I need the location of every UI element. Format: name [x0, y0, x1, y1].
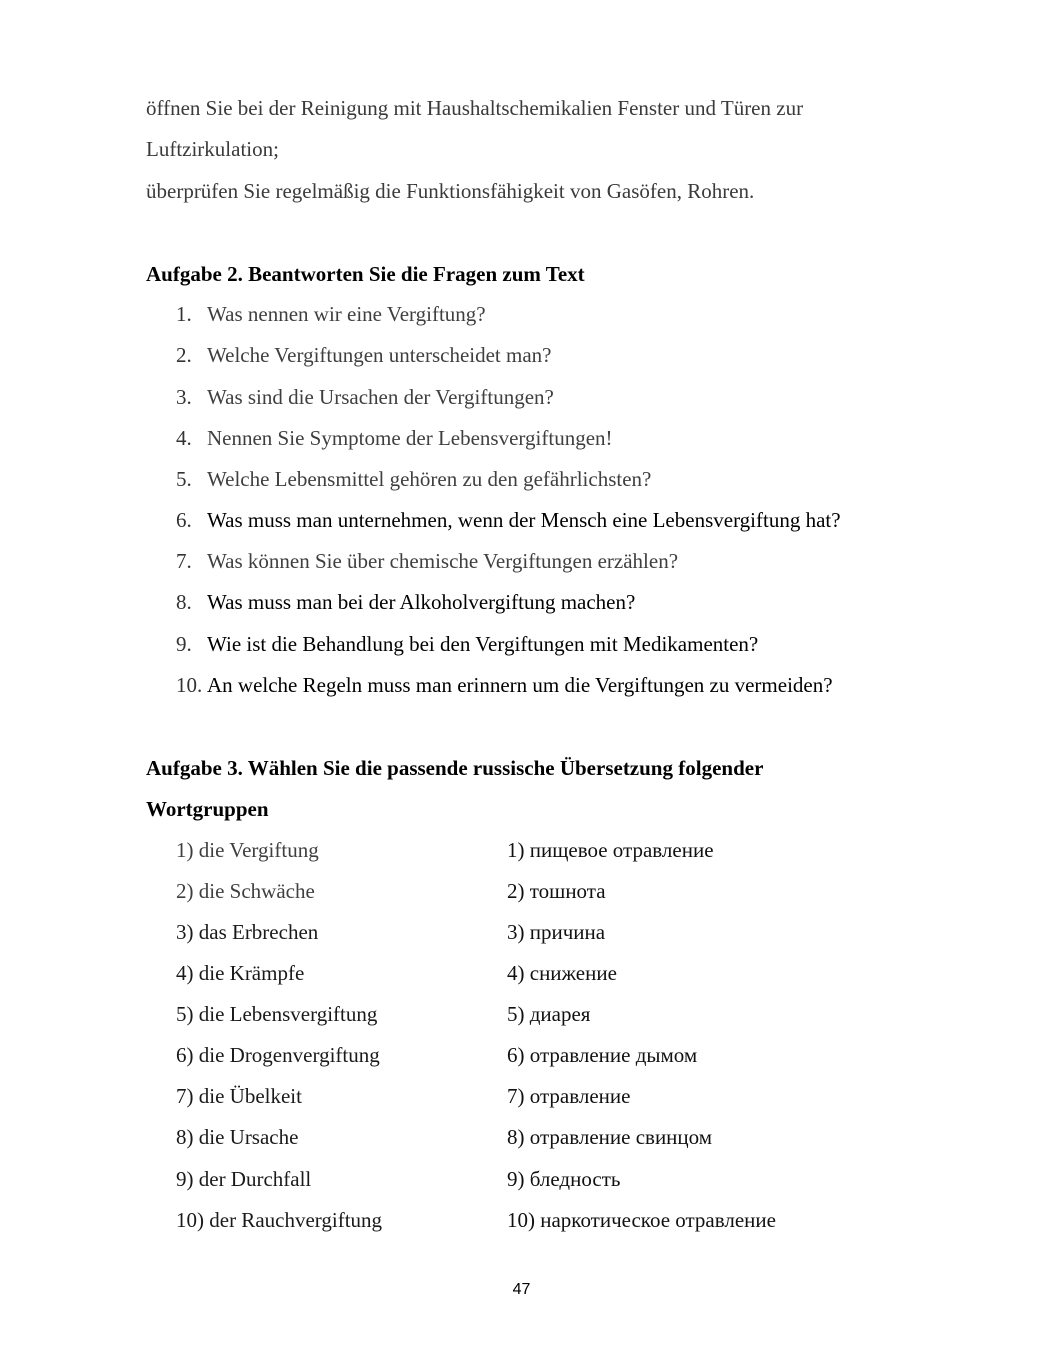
question-number: 6.: [176, 508, 192, 532]
german-term: 8) die Ursache: [176, 1125, 299, 1149]
task3-heading-line-1: Aufgabe 3. Wählen Sie die passende russische Übersetzung folgender: [146, 756, 764, 780]
intro-line-1: öffnen Sie bei der Reinigung mit Haushaltschemikalien Fenster und Türen zur: [146, 96, 804, 120]
russian-term: 1) пищевое отравление: [507, 838, 714, 862]
russian-term: 4) снижение: [507, 961, 617, 985]
question-text: Was muss man unternehmen, wenn der Mensch eine Lebensvergiftung hat?: [207, 508, 841, 532]
german-term: 2) die Schwäche: [176, 879, 315, 903]
german-term: 5) die Lebensvergiftung: [176, 1002, 378, 1026]
question-text: Welche Lebensmittel gehören zu den gefährlichsten?: [207, 467, 652, 491]
german-term: 9) der Durchfall: [176, 1167, 312, 1191]
german-term: 6) die Drogenvergiftung: [176, 1043, 380, 1067]
question-number: 7.: [176, 549, 192, 573]
question-text: Was muss man bei der Alkoholvergiftung machen?: [207, 590, 636, 614]
german-term: 4) die Krämpfe: [176, 961, 305, 985]
german-term: 10) der Rauchvergiftung: [176, 1208, 383, 1232]
question-number: 9.: [176, 632, 192, 656]
russian-term: 8) отравление свинцом: [507, 1125, 713, 1149]
question-text: An welche Regeln muss man erinnern um die Vergiftungen zu vermeiden?: [207, 673, 833, 697]
question-text: Nennen Sie Symptome der Lebensvergiftungen!: [207, 426, 613, 450]
question-number: 4.: [176, 426, 192, 450]
question-text: Welche Vergiftungen unterscheidet man?: [207, 343, 552, 367]
russian-term: 9) бледность: [507, 1167, 621, 1191]
page-number: 47: [512, 1281, 531, 1298]
russian-term: 2) тошнота: [507, 879, 606, 903]
question-number: 2.: [176, 343, 192, 367]
question-number: 1.: [176, 302, 192, 326]
russian-term: 3) причина: [507, 920, 606, 944]
question-number: 10.: [176, 673, 203, 697]
intro-line-2: Luftzirkulation;: [146, 137, 279, 161]
russian-term: 5) диарея: [507, 1002, 591, 1026]
german-term: 3) das Erbrechen: [176, 920, 319, 944]
question-number: 5.: [176, 467, 192, 491]
german-term: 7) die Übelkeit: [176, 1084, 302, 1108]
task2-heading: Aufgabe 2. Beantworten Sie die Fragen zum Text: [146, 262, 585, 286]
russian-term: 6) отравление дымом: [507, 1043, 698, 1067]
question-text: Was sind die Ursachen der Vergiftungen?: [207, 385, 554, 409]
russian-term: 10) наркотическое отравление: [507, 1208, 776, 1232]
question-text: Wie ist die Behandlung bei den Vergiftungen mit Medikamenten?: [207, 632, 759, 656]
question-text: Was können Sie über chemische Vergiftungen erzählen?: [207, 549, 679, 573]
russian-term: 7) отравление: [507, 1084, 631, 1108]
intro-line-3: überprüfen Sie regelmäßig die Funktionsfähigkeit von Gasöfen, Rohren.: [146, 179, 755, 203]
german-term: 1) die Vergiftung: [176, 838, 319, 862]
question-number: 3.: [176, 385, 192, 409]
question-text: Was nennen wir eine Vergiftung?: [207, 302, 486, 326]
question-number: 8.: [176, 590, 192, 614]
task3-heading-line-2: Wortgruppen: [146, 797, 269, 821]
